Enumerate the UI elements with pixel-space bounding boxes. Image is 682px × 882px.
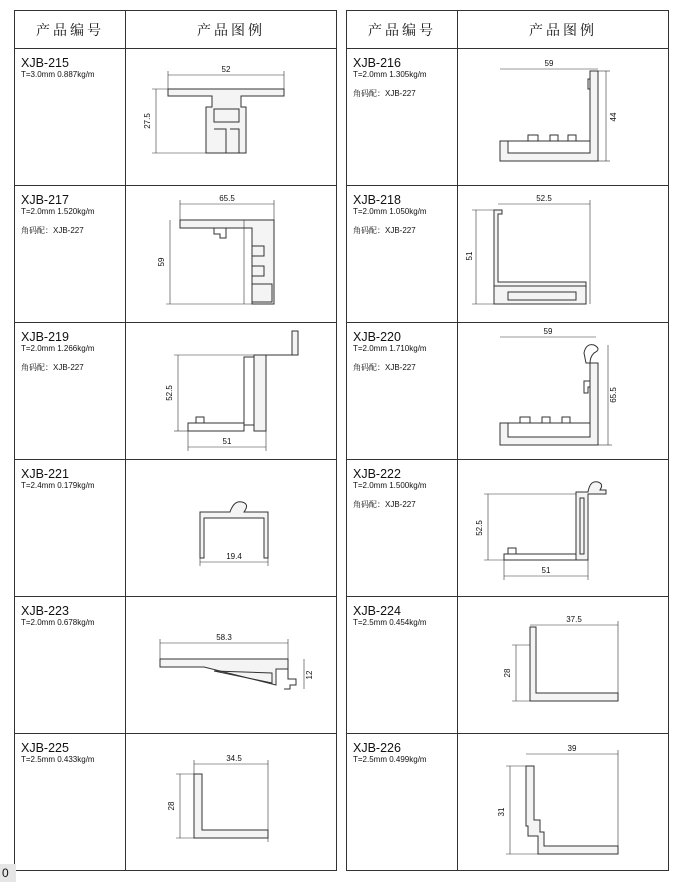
product-code: XJB-224 (353, 604, 401, 618)
dimension-label: 28 (503, 668, 512, 678)
product-code: XJB-222 (353, 467, 401, 481)
dimension-label: 19.4 (226, 552, 242, 561)
product-code: XJB-219 (21, 330, 69, 344)
product-spec: T=2.0mm 1.266kg/m (21, 344, 95, 353)
header-product-code: 产品编号 (347, 11, 458, 49)
dimension-label: 58.3 (216, 633, 232, 642)
product-info (15, 323, 125, 451)
catalog-table-left (14, 10, 337, 871)
product-spec: T=2.5mm 0.454kg/m (353, 618, 427, 627)
profile-drawing (458, 323, 669, 459)
dimension-label: 65.5 (219, 194, 235, 203)
table-row (347, 597, 669, 734)
dimension-label: 52.5 (536, 194, 552, 203)
table-row (15, 597, 337, 734)
product-spec: T=2.0mm 1.710kg/m (353, 344, 427, 353)
product-code: XJB-217 (21, 193, 69, 207)
table-row (347, 734, 669, 871)
dimension-label: 27.5 (143, 113, 152, 129)
catalog-table-right (346, 10, 669, 871)
dimension-label: 31 (497, 807, 506, 817)
product-info (347, 323, 457, 451)
product-code: XJB-218 (353, 193, 401, 207)
product-info (347, 597, 457, 725)
product-spec: T=2.5mm 0.433kg/m (21, 755, 95, 764)
corner-connector-note: 角码配：XJB-227 (353, 363, 416, 372)
dimension-label: 52 (221, 65, 231, 74)
product-info (15, 734, 125, 862)
dimension-label: 52.5 (475, 520, 484, 536)
product-info (347, 460, 457, 588)
product-info (347, 734, 457, 862)
product-spec: T=2.4mm 0.179kg/m (21, 481, 95, 490)
dimension-label: 51 (541, 566, 551, 575)
product-info (15, 186, 125, 314)
table-row (347, 186, 669, 323)
dimension-label: 37.5 (566, 615, 582, 624)
dimension-label: 28 (167, 801, 176, 811)
product-code: XJB-225 (21, 741, 69, 755)
product-info (15, 597, 125, 725)
profile-drawing (126, 734, 337, 870)
dimension-label: 51 (465, 251, 474, 261)
product-info (15, 49, 125, 177)
table-row (347, 460, 669, 597)
table-row (347, 323, 669, 460)
product-code: XJB-226 (353, 741, 401, 755)
dimension-label: 65.5 (609, 387, 618, 403)
header-row (347, 11, 669, 49)
profile-drawing (458, 186, 669, 322)
product-info (347, 49, 457, 177)
corner-connector-note: 角码配：XJB-227 (353, 89, 416, 98)
profile-drawing (126, 597, 337, 733)
product-code: XJB-221 (21, 467, 69, 481)
dimension-label: 59 (157, 257, 166, 267)
profile-drawing (126, 49, 337, 185)
dimension-label: 39 (567, 744, 577, 753)
corner-connector-note: 角码配：XJB-227 (21, 226, 84, 235)
profile-drawing (458, 734, 669, 870)
product-spec: T=2.0mm 1.500kg/m (353, 481, 427, 490)
profile-drawing (458, 460, 669, 596)
profile-drawing (126, 186, 337, 322)
table-row (347, 49, 669, 186)
table-row (15, 186, 337, 323)
corner-connector-note: 角码配：XJB-227 (353, 226, 416, 235)
dimension-label: 59 (544, 59, 554, 68)
product-code: XJB-215 (21, 56, 69, 70)
dimension-label: 59 (543, 327, 553, 336)
dimension-label: 34.5 (226, 754, 242, 763)
header-product-drawing: 产品图例 (126, 11, 337, 49)
header-row (15, 11, 337, 49)
product-spec: T=2.5mm 0.499kg/m (353, 755, 427, 764)
product-spec: T=2.0mm 1.050kg/m (353, 207, 427, 216)
header-product-drawing: 产品图例 (458, 11, 669, 49)
product-info (15, 460, 125, 588)
product-code: XJB-216 (353, 56, 401, 70)
table-row (15, 460, 337, 597)
page-number: 0 (0, 864, 16, 882)
dimension-label: 44 (609, 112, 618, 122)
table-row (15, 734, 337, 871)
corner-connector-note: 角码配：XJB-227 (21, 363, 84, 372)
product-code: XJB-220 (353, 330, 401, 344)
profile-drawing (458, 49, 669, 185)
product-spec: T=3.0mm 0.887kg/m (21, 70, 95, 79)
profile-drawing (126, 460, 337, 596)
header-product-code: 产品编号 (15, 11, 126, 49)
dimension-label: 51 (222, 437, 232, 446)
table-row (15, 49, 337, 186)
corner-connector-note: 角码配：XJB-227 (353, 500, 416, 509)
dimension-label: 12 (305, 670, 314, 680)
product-spec: T=2.0mm 0.678kg/m (21, 618, 95, 627)
product-spec: T=2.0mm 1.305kg/m (353, 70, 427, 79)
dimension-label: 52.5 (165, 385, 174, 401)
product-spec: T=2.0mm 1.520kg/m (21, 207, 95, 216)
product-code: XJB-223 (21, 604, 69, 618)
profile-drawing (458, 597, 669, 733)
table-row (15, 323, 337, 460)
profile-drawing (126, 323, 337, 459)
product-info (347, 186, 457, 314)
